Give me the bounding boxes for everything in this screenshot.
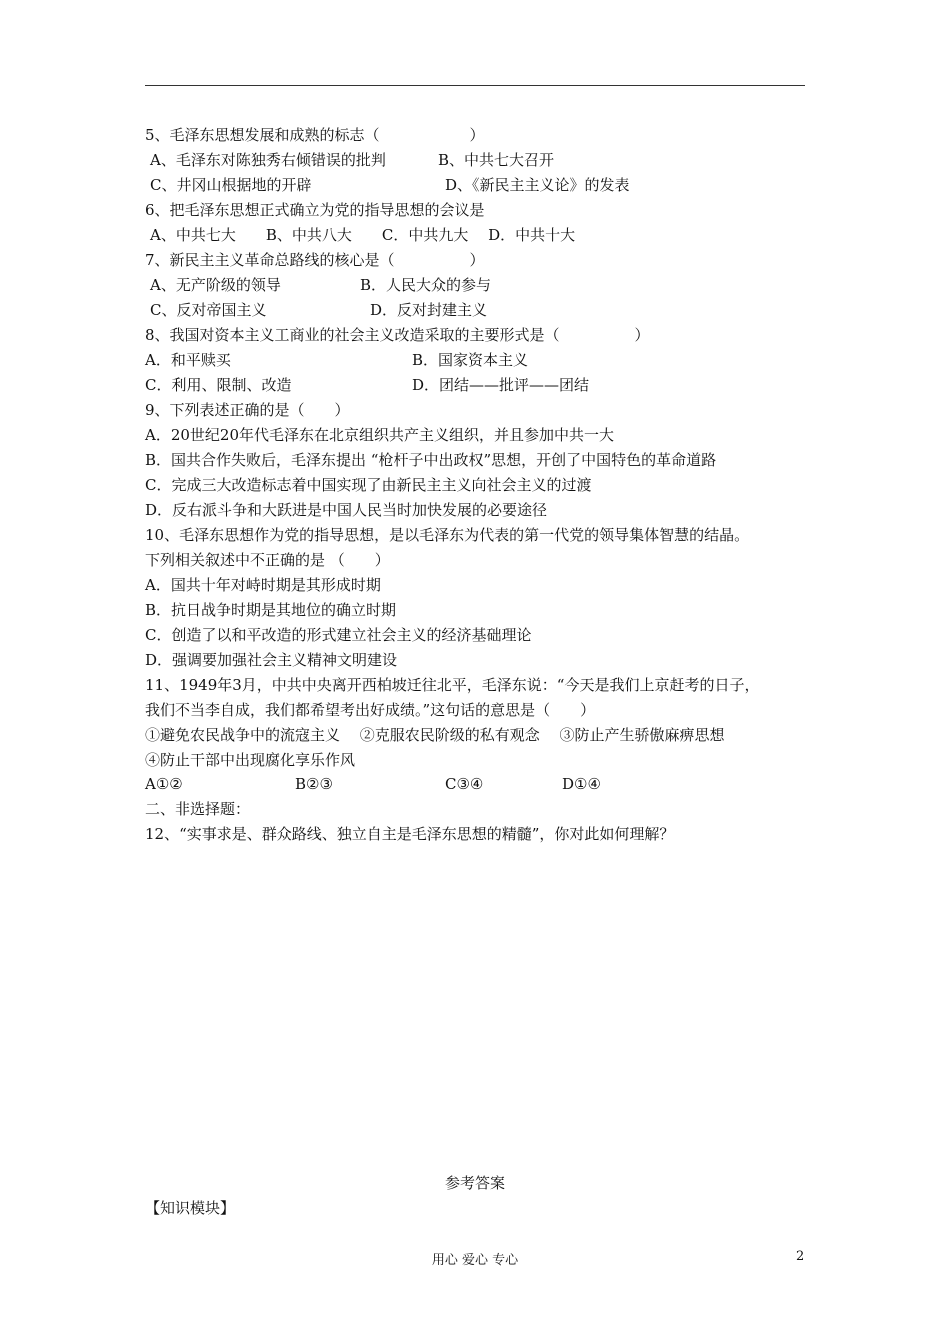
question-11-stem-continued: 我们不当李自成，我们都希望考出好成绩。”这句话的意思是（ ）: [145, 701, 596, 719]
question-9-option-c: C．完成三大改造标志着中国实现了由新民主主义向社会主义的过渡: [145, 476, 592, 494]
question-8-option-d: D．团结——批评——团结: [412, 376, 590, 394]
question-7-option-a: A、无产阶级的领导: [150, 276, 281, 294]
question-5-option-d: D、《新民主主义论》的发表: [445, 176, 630, 194]
answer-title: 参考答案: [444, 1174, 505, 1192]
question-8-stem: 8、我国对资本主义工商业的社会主义改造采取的主要形式是（ ）: [145, 326, 650, 344]
knowledge-module-label: 【知识模块】: [145, 1199, 236, 1217]
question-8-option-b: B．国家资本主义: [412, 351, 529, 369]
question-5-stem: 5、毛泽东思想发展和成熟的标志（ ）: [145, 126, 485, 144]
page-number: 2: [796, 1249, 805, 1264]
question-7-option-d: D．反对封建主义: [370, 301, 488, 319]
question-11-stem: 11、1949年3月，中共中央离开西柏坡迁往北平，毛泽东说：“今天是我们上京赶考的日子，: [145, 676, 760, 694]
question-11-option-a: A①②: [145, 775, 183, 793]
question-7-stem: 7、新民主主义革命总路线的核心是（ ）: [145, 251, 485, 269]
question-11-option-c: C③④: [445, 775, 484, 793]
question-12: 12、“实事求是、群众路线、独立自主是毛泽东思想的精髓”，你对此如何理解？: [145, 825, 675, 843]
question-6-options: A、中共七大 B、中共八大 C．中共九大 D．中共十大: [150, 226, 576, 244]
header-rule: [145, 85, 805, 86]
question-11-option-b: B②③: [295, 775, 333, 793]
question-6-stem: 6、把毛泽东思想正式确立为党的指导思想的会议是: [145, 201, 485, 219]
question-10-stem: 10、毛泽东思想作为党的指导思想，是以毛泽东为代表的第一代党的领导集体智慧的结晶。: [145, 526, 750, 544]
question-5-option-a: A、毛泽东对陈独秀右倾错误的批判: [150, 151, 386, 169]
question-11-option-d: D①④: [562, 775, 601, 793]
page-footer: 用心 爱心 专心: [431, 1253, 519, 1268]
question-9-stem: 9、下列表述正确的是（ ）: [145, 401, 350, 419]
question-11-items: ①避免农民战争中的流寇主义 ②克服农民阶级的私有观念 ③防止产生骄傲麻痹思想: [145, 726, 725, 744]
question-10-option-b: B．抗日战争时期是其地位的确立时期: [145, 601, 397, 619]
question-10-stem-continued: 下列相关叙述中不正确的是 （ ）: [145, 551, 390, 569]
question-9-option-a: A．20世纪20年代毛泽东在北京组织共产主义组织，并且参加中共一大: [145, 426, 615, 444]
question-11-items-continued: ④防止干部中出现腐化享乐作风: [145, 751, 356, 769]
question-7-option-b: B．人民大众的参与: [360, 276, 492, 294]
question-8-option-c: C．利用、限制、改造: [145, 376, 292, 394]
question-8-option-a: A．和平赎买: [145, 351, 231, 369]
question-10-option-d: D．强调要加强社会主义精神文明建设: [145, 651, 398, 669]
section-heading: 二、非选择题：: [145, 800, 251, 818]
question-10-option-a: A．国共十年对峙时期是其形成时期: [145, 576, 381, 594]
question-5-option-b: B、中共七大召开: [438, 151, 555, 169]
question-9-option-b: B．国共合作失败后，毛泽东提出 “枪杆子中出政权”思想，开创了中国特色的革命道路: [145, 451, 717, 469]
question-7-option-c: C、反对帝国主义: [150, 301, 267, 319]
question-5-option-c: C、井冈山根据地的开辟: [150, 176, 312, 194]
question-9-option-d: D．反右派斗争和大跃进是中国人民当时加快发展的必要途径: [145, 501, 548, 519]
question-10-option-c: C．创造了以和平改造的形式建立社会主义的经济基础理论: [145, 626, 532, 644]
